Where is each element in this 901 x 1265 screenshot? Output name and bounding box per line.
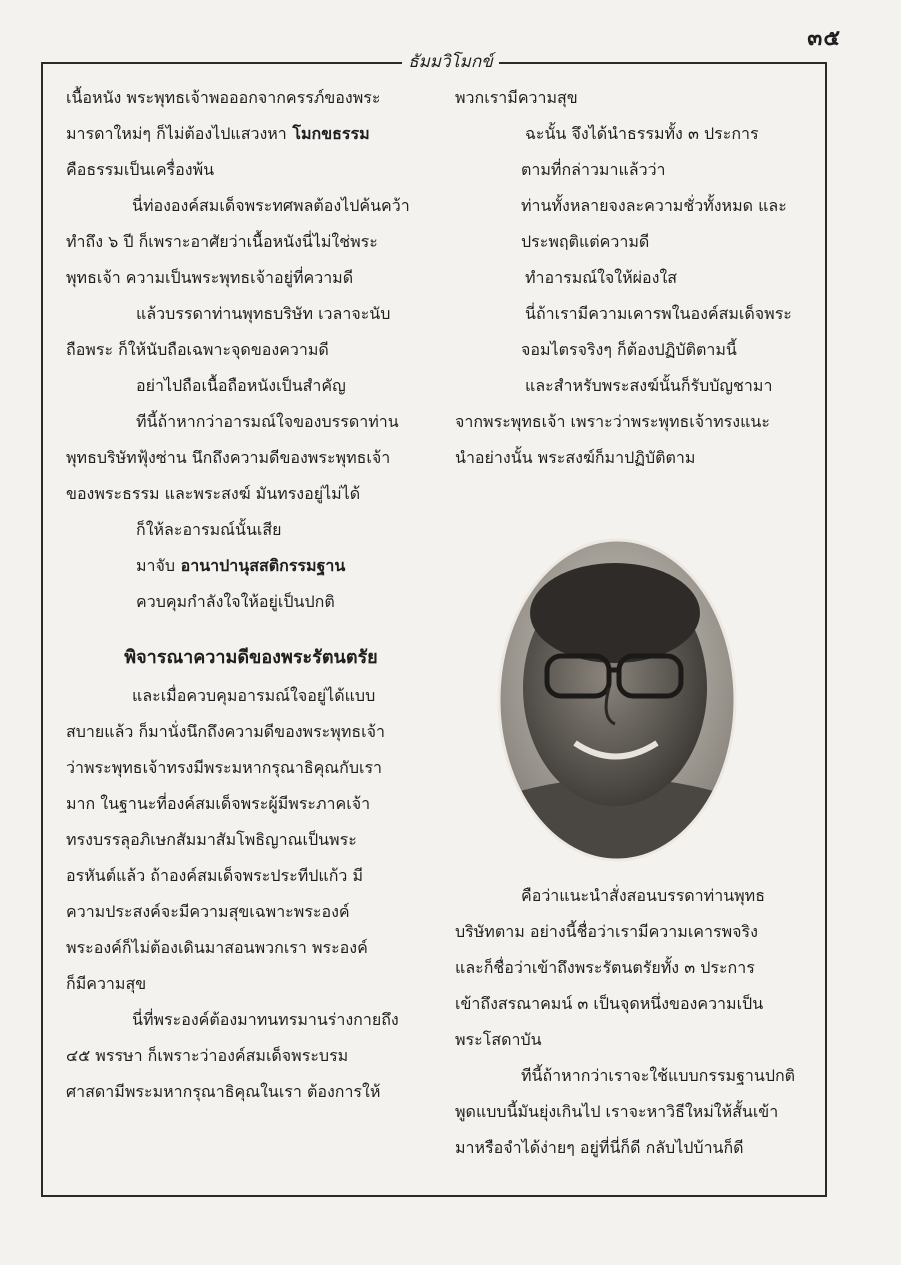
text-line-content: ทรงบรรลุอภิเษกสัมมาสัมโพธิญาณเป็นพระ	[66, 830, 357, 849]
text-line-content: ฉะนั้น จึงได้นำธรรมทั้ง ๓ ประการ	[525, 124, 759, 143]
text-line-content: และก็ชื่อว่าเข้าถึงพระรัตนตรัยทั้ง ๓ ประการ	[455, 958, 755, 977]
text-line-content: พูดแบบนี้มันยุ่งเกินไป เราจะหาวิธีใหม่ให้สั้นเข้า	[455, 1102, 779, 1121]
text-line	[455, 914, 810, 950]
text-line	[455, 152, 810, 188]
text-line	[66, 584, 436, 620]
text-line	[455, 1130, 810, 1166]
text-line	[455, 950, 810, 986]
text-line-content: จอมไตรจริงๆ ก็ต้องปฏิบัติตามนี้	[521, 340, 737, 359]
text-line	[455, 1058, 810, 1094]
text-line	[455, 986, 810, 1022]
text-line	[455, 332, 810, 368]
text-line	[66, 116, 436, 152]
text-line	[66, 714, 436, 750]
text-line	[66, 476, 436, 512]
text-line-content: ควบคุมกำลังใจให้อยู่เป็นปกติ	[136, 592, 335, 611]
text-line	[66, 440, 436, 476]
text-line-content: จากพระพุทธเจ้า เพราะว่าพระพุทธเจ้าทรงแนะ	[455, 412, 770, 431]
text-line-content: ทีนี้ถ้าหากว่าอารมณ์ใจของบรรดาท่าน	[136, 412, 399, 431]
running-head	[0, 48, 901, 75]
text-line	[66, 1038, 436, 1074]
text-line	[455, 116, 810, 152]
text-line	[66, 750, 436, 786]
text-line	[66, 368, 436, 404]
text-line-content: คือว่าแนะนำสั่งสอนบรรดาท่านพุทธ	[521, 886, 765, 905]
portrait-image	[497, 538, 737, 863]
text-line-content: ถือพระ ก็ให้นับถือเฉพาะจุดของความดี	[66, 340, 329, 359]
text-line	[455, 1094, 810, 1130]
text-line-content: และเมื่อควบคุมอารมณ์ใจอยู่ได้แบบ	[132, 686, 376, 705]
text-line-content: ศาสดามีพระมหากรุณาธิคุณในเรา ต้องการให้	[66, 1082, 381, 1101]
text-line	[66, 548, 436, 584]
text-line-content: อรหันต์แล้ว ถ้าองค์สมเด็จพระประทีปแก้ว มี	[66, 866, 364, 885]
text-line-content: พุทธเจ้า ความเป็นพระพุทธเจ้าอยู่ที่ความดี	[66, 268, 354, 287]
text-line	[66, 894, 436, 930]
text-line-content: มารดาใหม่ๆ ก็ไม่ต้องไปแสวงหา	[66, 124, 287, 143]
text-line-content: ของพระธรรม และพระสงฆ์ มันทรงอยู่ไม่ได้	[66, 484, 361, 503]
text-line	[455, 296, 810, 332]
text-line	[66, 152, 436, 188]
text-line	[66, 80, 436, 116]
text-line	[66, 188, 436, 224]
text-line	[66, 224, 436, 260]
text-line	[66, 296, 436, 332]
text-line-content: ประพฤติแต่ความดี	[521, 232, 650, 251]
text-line	[455, 404, 810, 440]
text-line-content: ว่าพระพุทธเจ้าทรงมีพระมหากรุณาธิคุณกับเรา	[66, 758, 383, 777]
text-line	[455, 188, 810, 224]
text-line-content: ก็ให้ละอารมณ์นั้นเสีย	[136, 520, 282, 539]
text-line-content: นี่ที่พระองค์ต้องมาทนทรมานร่างกายถึง	[132, 1010, 399, 1029]
page-number: ๓๕	[807, 25, 841, 51]
text-line-content: พระองค์ก็ไม่ต้องเดินมาสอนพวกเรา พระองค์	[66, 938, 368, 957]
text-line-content: มาหรือจำได้ง่ายๆ อยู่ที่นี่ก็ดี กลับไปบ้านก็ดี	[455, 1138, 744, 1157]
text-line-content: เข้าถึงสรณาคมน์ ๓ เป็นจุดหนึ่งของความเป็น	[455, 994, 764, 1013]
text-line	[455, 440, 810, 476]
text-line	[66, 1002, 436, 1038]
text-line-content: ทีนี้ถ้าหากว่าเราจะใช้แบบกรรมฐานปกติ	[521, 1066, 796, 1085]
text-line	[66, 1074, 436, 1110]
text-line	[66, 332, 436, 368]
text-line	[66, 858, 436, 894]
text-line-content: เนื้อหนัง พระพุทธเจ้าพอออกจากครรภ์ของพระ	[66, 88, 381, 107]
text-line-content: บริษัทตาม อย่างนี้ชื่อว่าเรามีความเคารพจริง	[455, 922, 758, 941]
right-column-top	[455, 80, 810, 476]
text-line-content: ความประสงค์จะมีความสุขเฉพาะพระองค์	[66, 902, 350, 921]
text-line-content: นี่ถ้าเรามีความเคารพในองค์สมเด็จพระ	[525, 304, 792, 323]
text-line-content: มาก ในฐานะที่องค์สมเด็จพระผู้มีพระภาคเจ้า	[66, 794, 371, 813]
text-line-content: พุทธบริษัทฟุ้งซ่าน นึกถึงความดีของพระพุทธเจ้า	[66, 448, 391, 467]
text-line-content: คือธรรมเป็นเครื่องพ้น	[66, 160, 215, 179]
text-line-content: สบายแล้ว ก็มานั่งนึกถึงความดีของพระพุทธเจ้า	[66, 722, 385, 741]
text-line	[66, 260, 436, 296]
text-line	[455, 224, 810, 260]
text-line-content: และสำหรับพระสงฆ์นั้นก็รับบัญชามา	[525, 376, 773, 395]
section-heading: พิจารณาความดีของพระรัตนตรัย	[124, 647, 378, 668]
text-line	[66, 786, 436, 822]
text-line	[455, 1022, 810, 1058]
text-line	[455, 368, 810, 404]
text-line-content: ทำอารมณ์ใจให้ผ่องใส	[525, 268, 678, 287]
text-line	[66, 404, 436, 440]
text-line-content: อย่าไปถือเนื้อถือหนังเป็นสำคัญ	[136, 376, 346, 395]
text-line-content: นำอย่างนั้น พระสงฆ์ก็มาปฏิบัติตาม	[455, 448, 696, 467]
text-line	[66, 678, 436, 714]
text-line	[66, 930, 436, 966]
text-line-content: นี่ท่ององค์สมเด็จพระทศพลต้องไปค้นคว้า	[132, 196, 410, 215]
running-head-text: ธัมมวิโมกข์	[402, 52, 499, 72]
text-line-content: ๔๕ พรรษา ก็เพราะว่าองค์สมเด็จพระบรม	[66, 1046, 349, 1065]
bold-term: โมกขธรรม	[286, 124, 370, 143]
portrait-photo	[497, 538, 737, 863]
text-line-content: มาจับ	[136, 556, 176, 575]
text-line	[455, 80, 810, 116]
text-line-content: แล้วบรรดาท่านพุทธบริษัท เวลาจะนับ	[136, 304, 391, 323]
text-line	[66, 966, 436, 1002]
text-line	[455, 260, 810, 296]
text-line-content: ทำถึง ๖ ปี ก็เพราะอาศัยว่าเนื้อหนังนี่ไม่ใช่พระ	[66, 232, 378, 251]
text-line	[66, 822, 436, 858]
bold-term: อานาปานุสสติกรรมฐาน	[175, 556, 346, 575]
text-line-content: พระโสดาบัน	[455, 1030, 542, 1049]
text-line-content: ก็มีความสุข	[66, 974, 147, 993]
left-column	[66, 80, 436, 1110]
text-line-content: ตามที่กล่าวมาแล้วว่า	[521, 160, 666, 179]
text-line	[66, 512, 436, 548]
text-line	[455, 878, 810, 914]
text-line-content: ท่านทั้งหลายจงละความชั่วทั้งหมด และ	[521, 196, 787, 215]
text-line-content: พวกเรามีความสุข	[455, 88, 578, 107]
right-column-bottom	[455, 878, 810, 1166]
